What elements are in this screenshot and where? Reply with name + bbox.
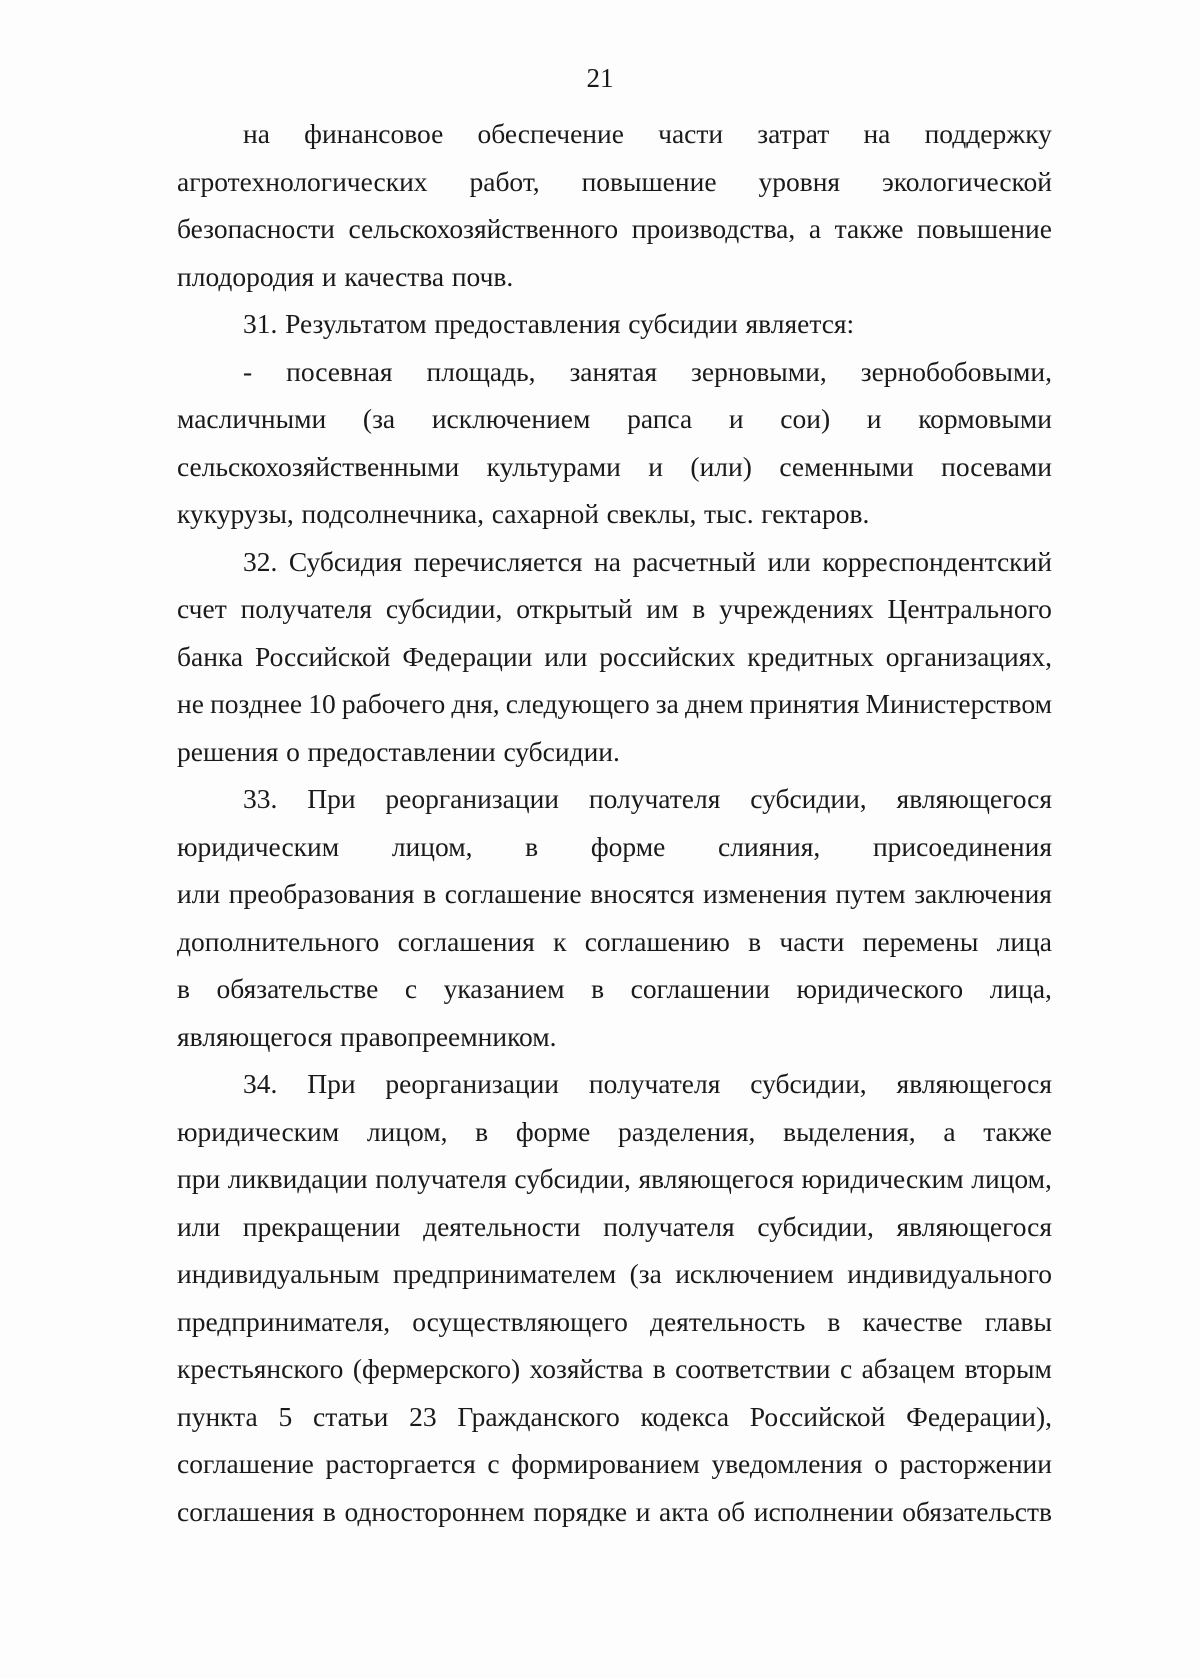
text-line <box>177 1108 1052 1156</box>
text-line <box>177 870 1052 918</box>
text-word: Российской <box>254 640 391 672</box>
text-word: выделения, <box>783 1115 916 1147</box>
text-word: подсолнечника, <box>301 498 484 529</box>
text-line <box>177 300 1052 348</box>
text-word: посевами <box>941 450 1052 482</box>
text-word: культурами <box>486 450 621 482</box>
text-word: заключения <box>914 878 1052 909</box>
text-line <box>177 110 1052 158</box>
text-word: акта <box>659 1495 709 1527</box>
text-word: индивидуальным <box>177 1258 380 1289</box>
text-word: преобразования <box>228 878 415 909</box>
text-word: получателя <box>240 593 373 624</box>
text-word: и <box>728 403 744 434</box>
text-line <box>177 443 1052 491</box>
text-line <box>177 1155 1052 1203</box>
text-word: соглашение <box>444 878 582 909</box>
text-word: субсидии, <box>514 1163 631 1194</box>
text-word: исключением <box>675 1258 834 1289</box>
text-word: (за <box>629 1258 662 1289</box>
text-word: повышение <box>581 165 717 197</box>
text-word: являющегося <box>896 1210 1052 1242</box>
text-word: на <box>593 545 621 577</box>
text-word: - <box>243 355 253 387</box>
text-word: и <box>866 403 882 434</box>
text-word: Субсидия <box>288 545 403 577</box>
text-word: путем <box>835 878 906 909</box>
text-line <box>177 1203 1052 1251</box>
text-word: кредитных <box>747 640 874 672</box>
text-word: также <box>834 213 904 244</box>
text-word: реорганизации <box>385 783 560 814</box>
text-line <box>177 918 1052 966</box>
text-word: 23 <box>409 1400 437 1432</box>
text-word: принятия <box>749 688 860 719</box>
text-word: Гражданского <box>457 1400 620 1432</box>
text-word: разделения, <box>618 1115 756 1147</box>
text-line <box>177 538 1052 586</box>
text-word: также <box>983 1115 1052 1147</box>
text-word: реорганизации <box>385 1068 560 1099</box>
text-word: абзацем <box>861 1353 956 1384</box>
text-line <box>177 1298 1052 1346</box>
text-word: При <box>307 783 356 814</box>
text-word: получателя <box>603 1210 735 1242</box>
text-word: лица <box>996 925 1052 957</box>
text-word: на <box>863 118 891 149</box>
text-word: субсидии, <box>750 783 867 814</box>
text-word: является: <box>745 308 855 339</box>
text-word: соглашении <box>630 973 770 1004</box>
text-word: соответствии <box>675 1353 831 1384</box>
text-word: вносятся <box>590 878 695 909</box>
text-word: прекращении <box>242 1210 401 1242</box>
text-word: финансовое <box>304 118 444 149</box>
text-word: лица, <box>989 973 1052 1004</box>
text-word: на <box>243 118 270 149</box>
text-word: 10 <box>308 688 336 719</box>
text-word: масличными <box>177 403 327 434</box>
text-word: форме <box>515 1115 591 1147</box>
text-line <box>177 1060 1052 1108</box>
text-word: предпринимателем <box>392 1258 617 1289</box>
text-word: деятельность <box>649 1305 806 1337</box>
text-word: агротехнологических <box>177 165 428 197</box>
text-word: почв. <box>451 260 514 292</box>
text-word: повышение <box>917 213 1052 244</box>
text-word: осуществляющего <box>412 1305 628 1337</box>
text-line <box>177 1393 1052 1441</box>
text-word: расчетный <box>632 545 757 577</box>
text-word: лицом, <box>366 1115 448 1147</box>
text-word: Российской <box>749 1400 886 1432</box>
text-line <box>177 1488 1052 1536</box>
text-word: соглашение <box>177 1448 314 1479</box>
text-word: площадь, <box>426 355 536 387</box>
text-word: с <box>487 1448 500 1479</box>
text-word: решения <box>177 735 279 767</box>
text-word: за <box>655 688 679 719</box>
text-word: качестве <box>862 1305 963 1337</box>
text-word: днем <box>684 688 744 719</box>
text-word: 5 <box>278 1400 293 1432</box>
text-word: указанием <box>443 973 565 1004</box>
text-line <box>177 1013 1052 1061</box>
text-word: а <box>943 1115 956 1147</box>
text-word: затрат <box>757 118 830 149</box>
text-word: и <box>321 260 337 292</box>
text-word: главы <box>984 1305 1052 1337</box>
text-line <box>177 490 1052 538</box>
text-word: и <box>635 1495 651 1527</box>
text-word: субсидии, <box>385 593 503 624</box>
text-word: 31. <box>243 308 278 339</box>
text-word: слияния, <box>718 830 821 862</box>
page-number: 21 <box>586 63 614 93</box>
text-word: или <box>544 640 588 672</box>
text-line <box>177 253 1052 301</box>
text-word: сельскохозяйственного <box>348 213 619 244</box>
text-line <box>177 680 1052 728</box>
text-word: в <box>748 925 762 957</box>
text-word: им <box>646 593 679 624</box>
text-word: работ, <box>469 165 540 197</box>
text-line <box>177 158 1052 206</box>
text-word: Результатом <box>285 308 427 339</box>
text-word: кукурузы, <box>177 498 294 529</box>
text-word: уровня <box>758 165 841 197</box>
text-word: (за <box>362 403 396 434</box>
text-line <box>177 965 1052 1013</box>
text-word: крестьянского <box>177 1353 344 1384</box>
text-word: открытый <box>516 593 633 624</box>
text-word: юридическим <box>801 1163 964 1194</box>
text-word: с <box>839 1353 853 1384</box>
text-word: перемены <box>862 925 979 957</box>
text-word: пункта <box>177 1400 258 1432</box>
text-word: правопреемником. <box>340 1020 557 1052</box>
text-line <box>177 633 1052 681</box>
text-word: предпринимателя, <box>177 1305 391 1337</box>
text-word: индивидуального <box>847 1258 1052 1289</box>
text-word: посевная <box>286 355 393 387</box>
text-word: 32. <box>243 545 278 577</box>
text-line <box>177 823 1052 871</box>
text-word: лицом, <box>971 1163 1052 1194</box>
text-line <box>177 395 1052 443</box>
text-word: в <box>652 1353 666 1384</box>
text-word: свеклы, <box>606 498 697 529</box>
text-word: рабочего <box>341 688 446 719</box>
text-word: тыс. <box>704 498 754 529</box>
text-word: в <box>692 593 706 624</box>
text-word: соглашения <box>177 1495 315 1527</box>
text-line <box>177 205 1052 253</box>
text-word: при <box>177 1163 221 1194</box>
text-word: получателя <box>588 783 721 814</box>
text-word: изменения <box>703 878 827 909</box>
text-word: 33. <box>243 783 278 814</box>
text-word: Центрального <box>887 593 1052 624</box>
text-word: с <box>404 973 418 1004</box>
text-word: ликвидации <box>227 1163 368 1194</box>
text-line <box>177 585 1052 633</box>
text-word: учреждениях <box>719 593 874 624</box>
text-word: позднее <box>210 688 303 719</box>
text-word: исполнении <box>753 1495 894 1527</box>
text-word: части <box>779 925 845 957</box>
text-word: являющегося <box>896 1068 1052 1099</box>
text-word: деятельности <box>423 1210 581 1242</box>
text-word: статьи <box>313 1400 389 1432</box>
text-word: порядке <box>533 1495 628 1527</box>
text-word: качества <box>344 260 445 292</box>
text-word: или <box>177 1210 221 1242</box>
text-word: плодородия <box>177 260 315 292</box>
text-word: лицом, <box>391 830 473 862</box>
text-word: субсидии. <box>503 735 620 767</box>
text-word: в <box>177 973 190 1004</box>
text-word: 34. <box>243 1068 278 1099</box>
text-word: в <box>475 1115 489 1147</box>
text-word: дня, <box>451 688 500 719</box>
text-word: обязательстве <box>216 973 379 1004</box>
text-word: Федерации <box>402 640 533 672</box>
text-word: обеспечение <box>477 118 624 149</box>
text-word: сахарной <box>491 498 599 529</box>
text-word: являющегося <box>638 1163 794 1194</box>
text-word: вторым <box>964 1353 1052 1384</box>
text-word: в <box>423 878 437 909</box>
text-line <box>177 1440 1052 1488</box>
text-word: (или) <box>690 450 752 482</box>
text-word: кормовыми <box>918 403 1052 434</box>
body-text <box>177 110 1052 1535</box>
text-word: юридическим <box>177 1115 340 1147</box>
text-word: безопасности <box>177 213 335 244</box>
text-word: счет <box>177 593 227 624</box>
text-word: (фермерского) <box>352 1353 521 1384</box>
text-word: рапса <box>627 403 693 434</box>
text-word: в <box>525 830 539 862</box>
text-word: и <box>648 450 663 482</box>
text-word: в <box>591 973 605 1004</box>
text-word: кодекса <box>640 1400 730 1432</box>
text-word: к <box>553 925 567 957</box>
text-word: являющегося <box>896 783 1052 814</box>
text-word: российских <box>599 640 736 672</box>
text-word: одностороннем <box>344 1495 525 1527</box>
text-word: присоединения <box>872 830 1052 862</box>
text-word: расторгается <box>325 1448 476 1479</box>
text-word: юридическим <box>177 830 340 862</box>
text-word: или <box>767 545 811 577</box>
text-word: соглашению <box>584 925 730 957</box>
text-word: гектаров. <box>761 498 870 529</box>
text-word: сои) <box>780 403 831 434</box>
text-word: получателя <box>375 1163 507 1194</box>
text-word: поддержку <box>924 118 1052 149</box>
text-word: о <box>286 735 300 767</box>
text-word: в <box>827 1305 841 1337</box>
text-word: семенными <box>779 450 914 482</box>
text-word: банка <box>177 640 244 672</box>
text-word: субсидии, <box>750 1068 867 1099</box>
text-word: предоставления <box>434 308 621 339</box>
text-line <box>177 775 1052 823</box>
text-word: экологической <box>881 165 1052 197</box>
text-word: обязательств <box>902 1495 1052 1527</box>
text-word: форме <box>590 830 666 862</box>
text-line <box>177 728 1052 776</box>
text-word: организациях, <box>885 640 1052 672</box>
text-word: в <box>322 1495 336 1527</box>
text-word: дополнительного <box>177 925 380 957</box>
text-word: субсидии <box>628 308 738 339</box>
text-word: о <box>874 1448 888 1479</box>
text-word: об <box>717 1495 746 1527</box>
text-line <box>177 1345 1052 1393</box>
text-word: не <box>177 688 204 719</box>
text-word: получателя <box>588 1068 721 1099</box>
text-word: субсидии, <box>757 1210 874 1242</box>
text-word: занятая <box>569 355 658 387</box>
text-word: или <box>177 878 221 909</box>
text-word: а <box>808 213 822 244</box>
text-word: следующего <box>505 688 650 719</box>
text-line <box>177 348 1052 396</box>
text-word: исключением <box>431 403 591 434</box>
text-word: формированием <box>511 1448 700 1479</box>
text-word: юридического <box>796 973 964 1004</box>
text-word: части <box>658 118 724 149</box>
text-word: уведомления <box>711 1448 863 1479</box>
text-word: предоставлении <box>307 735 496 767</box>
text-word: производства, <box>631 213 796 244</box>
text-line <box>177 1250 1052 1298</box>
text-word: зерновыми, <box>691 355 827 387</box>
text-word: При <box>307 1068 356 1099</box>
text-word: корреспондентский <box>822 545 1052 577</box>
text-word: Министерством <box>865 688 1052 719</box>
text-word: хозяйства <box>529 1353 644 1384</box>
text-word: Федерации), <box>906 1400 1052 1432</box>
text-word: соглашения <box>397 925 535 957</box>
text-word: расторжении <box>899 1448 1052 1479</box>
text-word: перечисляется <box>413 545 583 577</box>
text-word: зернобобовыми, <box>860 355 1052 387</box>
text-word: сельскохозяйственными <box>177 450 460 482</box>
text-word: являющегося <box>177 1020 333 1052</box>
